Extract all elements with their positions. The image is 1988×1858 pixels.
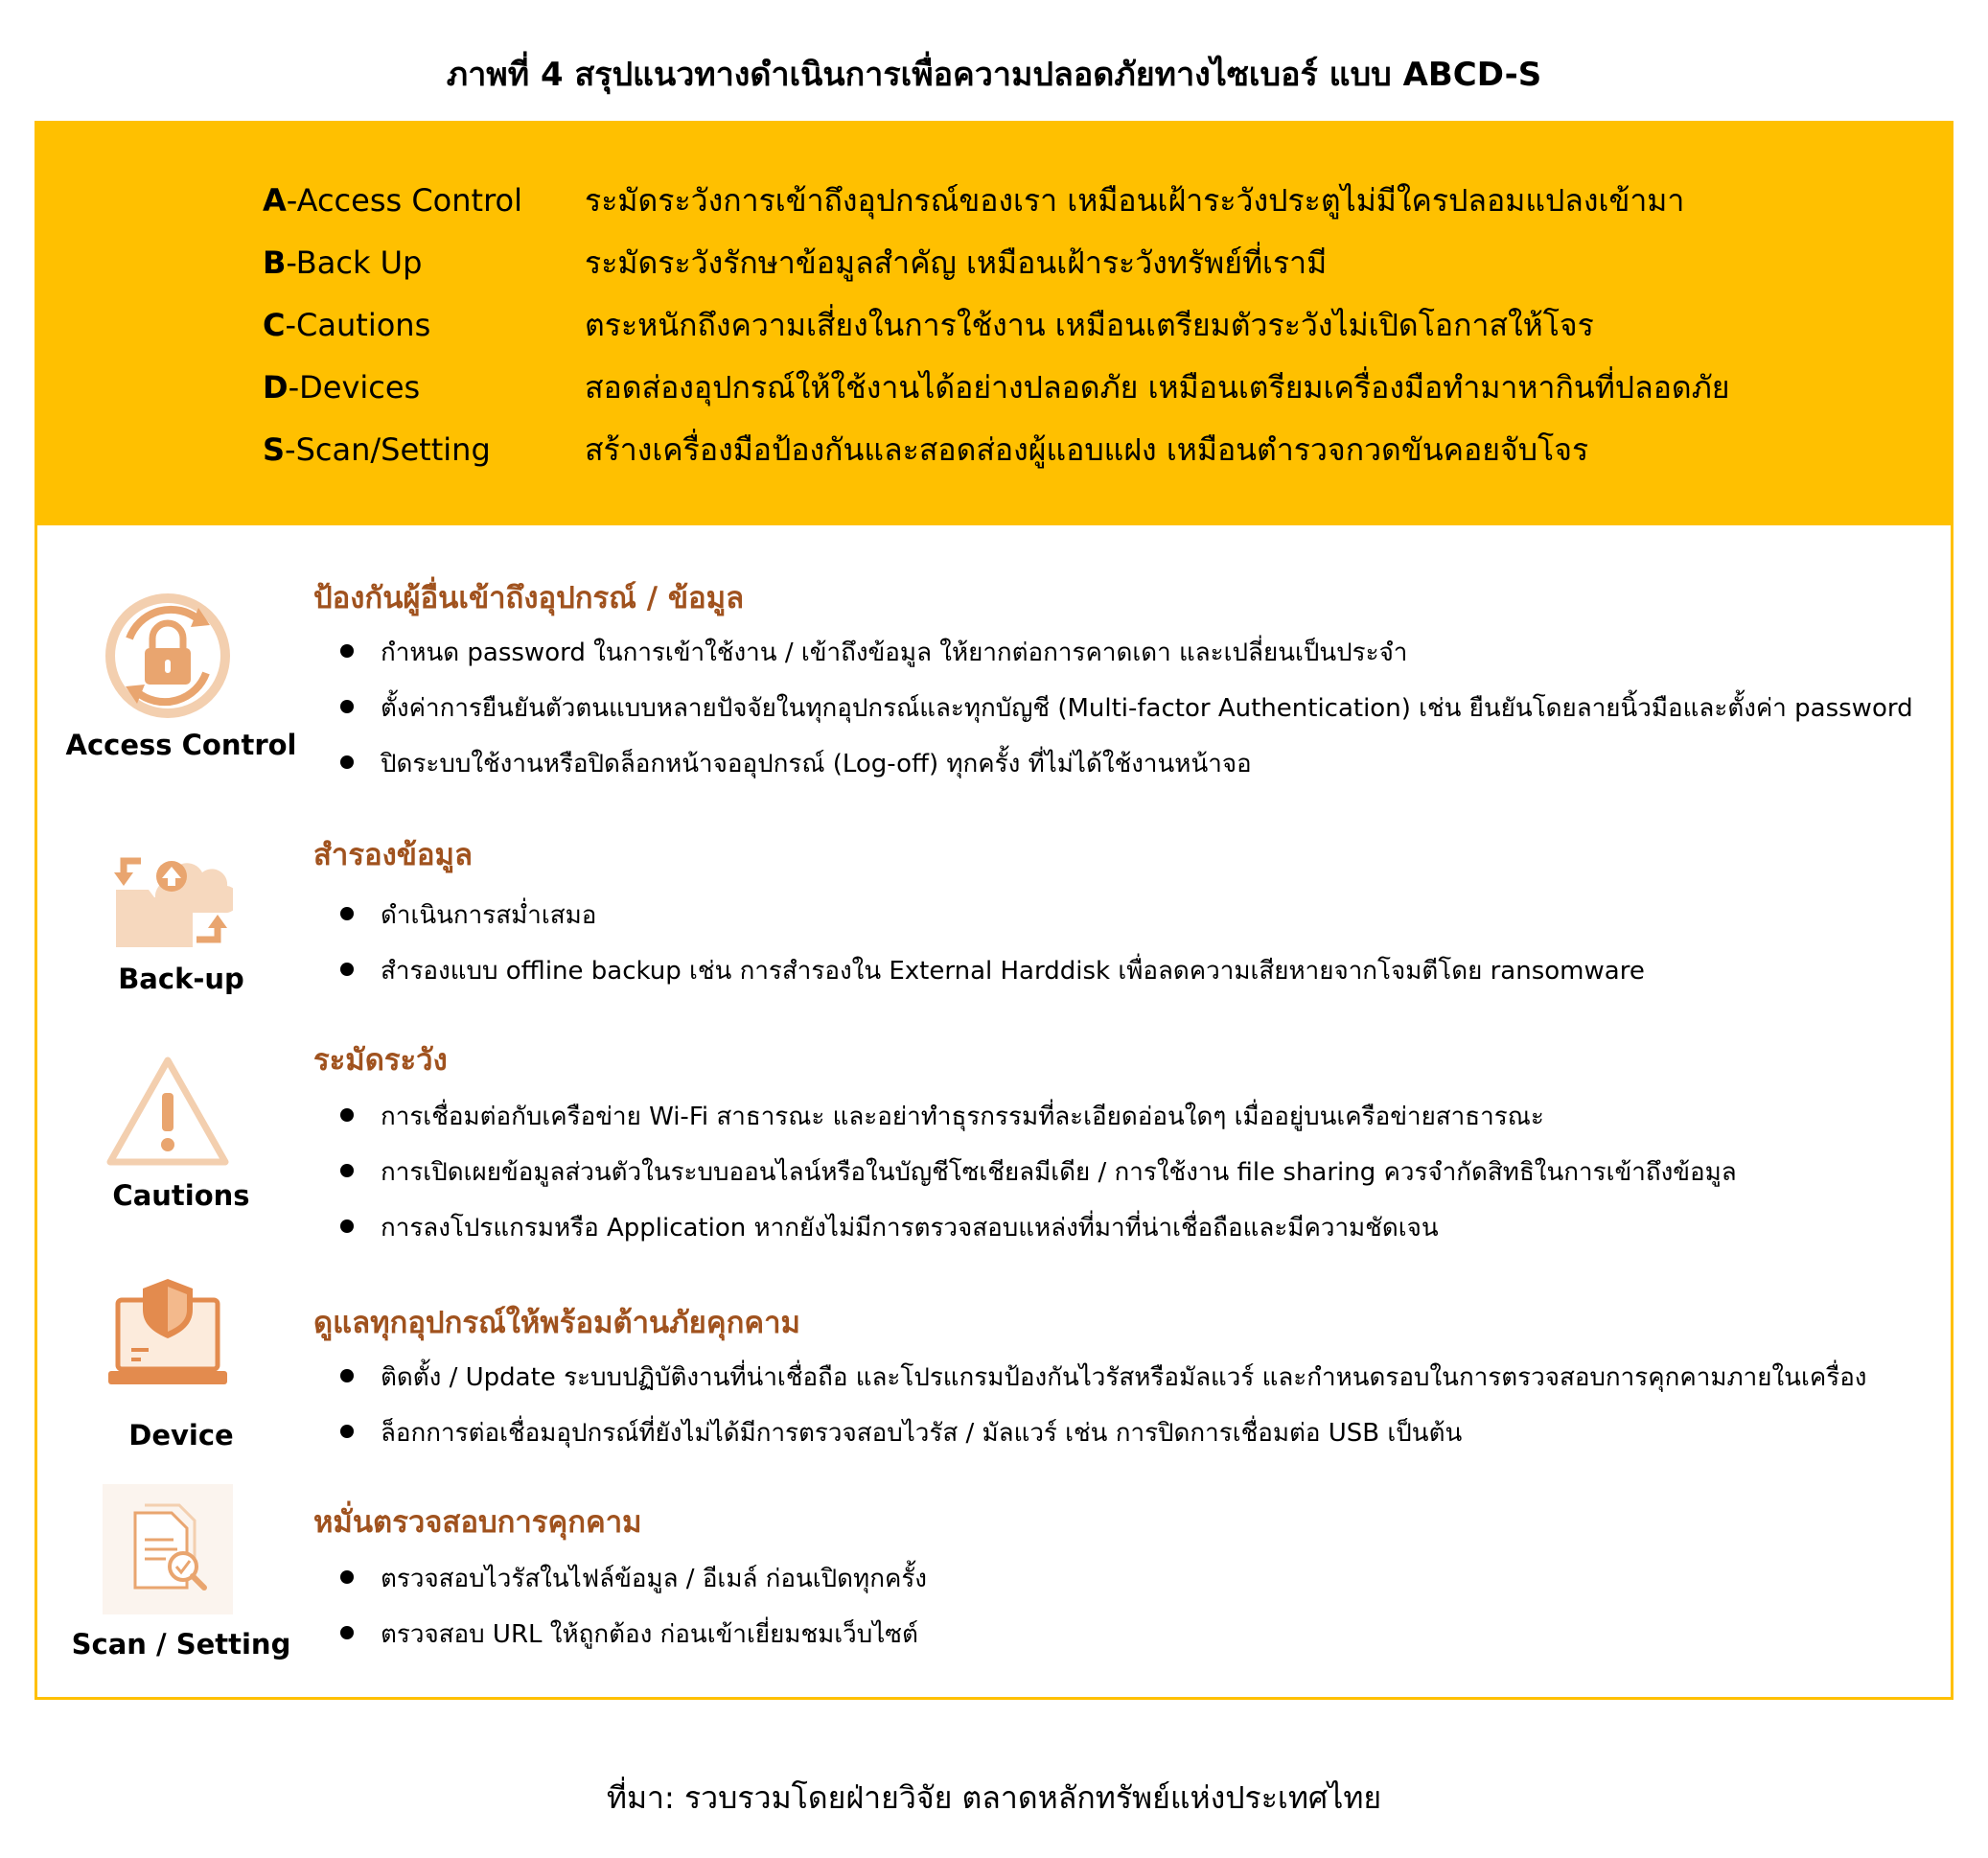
- abcd-letter: A: [263, 182, 287, 219]
- document-scan-icon: [103, 1484, 233, 1614]
- source-note: ที่มา: รวบรวมโดยฝ่ายวิจัย ตลาดหลักทรัพย์แห่งประเทศไทย: [606, 1779, 1382, 1816]
- abcd-name: -Devices: [288, 369, 421, 406]
- laptop-shield-icon: [103, 1279, 233, 1409]
- abcd-name: -Scan/Setting: [285, 431, 491, 468]
- abcd-row-a: [263, 176, 1684, 224]
- abcd-letter: B: [263, 244, 287, 281]
- abcd-letter: D: [263, 369, 289, 406]
- cloud-backup-icon: [103, 832, 233, 963]
- icon-label: Access Control: [65, 729, 297, 761]
- list-item: ปิดระบบใช้งานหรือปิดล็อกหน้าจออุปกรณ์ (Log-off) ทุกครั้ง ที่ไม่ได้ใช้งานหน้าจอ: [340, 744, 1252, 783]
- list-item: การลงโปรแกรมหรือ Application หากยังไม่มีการตรวจสอบแหล่งที่มาที่น่าเชื่อถือและมีความชัดเจน: [340, 1208, 1439, 1247]
- section-title: ระมัดระวัง: [313, 1043, 448, 1078]
- warning-icon: [103, 1051, 233, 1181]
- section-title: ป้องกันผู้อื่นเข้าถึงอุปกรณ์ / ข้อมูล: [313, 581, 745, 615]
- abcd-summary-box: [35, 121, 1953, 527]
- list-item: การเปิดเผยข้อมูลส่วนตัวในระบบออนไลน์หรือในบัญชีโซเชียลมีเดีย / การใช้งาน file sharing ควรจำกัดสิทธิในการเข้าถึงข้อมูล: [340, 1152, 1737, 1192]
- abcd-letter: S: [263, 431, 286, 468]
- list-item: ล็อกการต่อเชื่อมอุปกรณ์ที่ยังไม่ได้มีการตรวจสอบไวรัส / มัลแวร์ เช่น การปิดการเชื่อมต่อ USB เป็นต้น: [340, 1413, 1462, 1452]
- section-title: หมั่นตรวจสอบการคุกคาม: [313, 1505, 642, 1540]
- abcd-desc: ระมัดระวังรักษาข้อมูลสำคัญ เหมือนเฝ้าระวังทรัพย์ที่เรามี: [585, 244, 1328, 281]
- abcd-row-b: [263, 239, 1327, 287]
- abcd-row-c: [263, 301, 1594, 349]
- abcd-desc: ตระหนักถึงความเสี่ยงในการใช้งาน เหมือนเตรียมตัวระวังไม่เปิดโอกาสให้โจร: [585, 307, 1594, 343]
- abcd-letter: C: [263, 307, 286, 343]
- abcd-name: -Cautions: [285, 307, 431, 343]
- list-item: กำหนด password ในการเข้าใช้งาน / เข้าถึงข้อมูล ให้ยากต่อการคาดเดา และเปลี่ยนเป็นประจำ: [340, 633, 1407, 672]
- icon-label: Cautions: [112, 1179, 250, 1212]
- icon-label: Scan / Setting: [71, 1628, 291, 1661]
- list-item: ดำเนินการสม่ำเสมอ: [340, 895, 596, 935]
- abcd-name: -Back Up: [286, 244, 423, 281]
- section-title: สำรองข้อมูล: [313, 838, 473, 872]
- abcd-desc: สร้างเครื่องมือป้องกันและสอดส่องผู้แอบแฝง เหมือนตำรวจกวดขันคอยจับโจร: [585, 431, 1589, 468]
- icon-label: Device: [128, 1419, 234, 1452]
- abcd-name: -Access Control: [286, 182, 522, 219]
- abcd-row-d: [263, 363, 1730, 411]
- list-item: ติดตั้ง / Update ระบบปฏิบัติงานที่น่าเชื่อถือ และโปรแกรมป้องกันไวรัสหรือมัลแวร์ และกำหนดรอบในการตรวจสอบการคุกคามภายในเครื่อง: [340, 1358, 1867, 1397]
- list-item: สำรองแบบ offline backup เช่น การสำรองใน External Harddisk เพื่อลดความเสียหายจากโจมตีโดย ransomware: [340, 951, 1645, 990]
- abcd-desc: ระมัดระวังการเข้าถึงอุปกรณ์ของเรา เหมือนเฝ้าระวังประตูไม่มีใครปลอมแปลงเข้ามา: [585, 182, 1685, 219]
- list-item: ตั้งค่าการยืนยันตัวตนแบบหลายปัจจัยในทุกอุปกรณ์และทุกบัญชี (Multi-factor Authentication) เช่น ยืนยันโดยลายนิ้วมือและตั้งค่า password: [340, 688, 1913, 728]
- list-item: ตรวจสอบไวรัสในไฟล์ข้อมูล / อีเมล์ ก่อนเปิดทุกครั้ง: [340, 1559, 927, 1598]
- abcd-row-s: [263, 426, 1588, 474]
- details-panel: [35, 525, 1953, 1700]
- list-item: การเชื่อมต่อกับเครือข่าย Wi-Fi สาธารณะ และอย่าทำธุรกรรมที่ละเอียดอ่อนใดๆ เมื่ออยู่บนเครือข่ายสาธารณะ: [340, 1097, 1544, 1136]
- page-title: ภาพที่ 4 สรุปแนวทางดำเนินการเพื่อความปลอดภัยทางไซเบอร์ แบบ ABCD-S: [446, 56, 1542, 94]
- lock-refresh-icon: [103, 591, 233, 721]
- list-item: ตรวจสอบ URL ให้ถูกต้อง ก่อนเข้าเยี่ยมชมเว็บไซต์: [340, 1614, 918, 1654]
- section-title: ดูแลทุกอุปกรณ์ให้พร้อมต้านภัยคุกคาม: [313, 1306, 800, 1340]
- icon-label: Back-up: [118, 963, 244, 995]
- abcd-desc: สอดส่องอุปกรณ์ให้ใช้งานได้อย่างปลอดภัย เหมือนเตรียมเครื่องมือทำมาหากินที่ปลอดภัย: [585, 369, 1730, 406]
